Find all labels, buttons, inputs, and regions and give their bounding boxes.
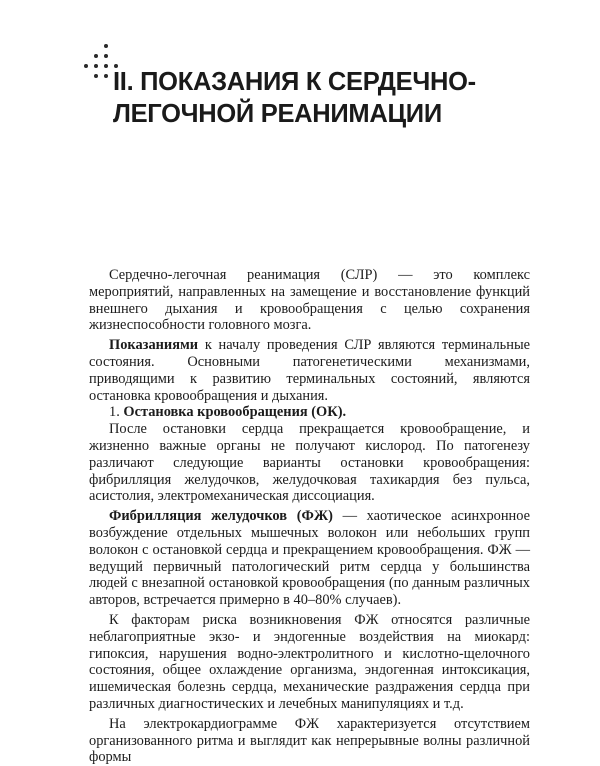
paragraph-indications-text: к началу проведения СЛР являются терминальные состояния. Основными патогенетическими механизмами, приводящими к развитию терминальных состояний, являются остановка кровообращения и дыхания.: [89, 337, 530, 404]
term-indications: Показаниями: [109, 337, 199, 354]
paragraph-definition: Сердечно-легочная реанимация (СЛР) — это комплекс мероприятий, направленных на замещение и восстановление функций внешнего дыхания и кровообращения с целью сохранения жизнеспособности головного мозга.: [89, 267, 530, 334]
paragraph-indications: [89, 337, 530, 404]
section-number: 1.: [109, 404, 124, 421]
paragraph-vf-definition: [89, 508, 530, 609]
term-ventricular-fibrillation: Фибрилляция желудочков (ФЖ): [109, 508, 333, 525]
paragraph-ecg: На электрокардиограмме ФЖ характеризуется отсутствием организованного ритма и выглядит как непрерывные волны различной формы: [89, 715, 530, 766]
body-text: [89, 267, 530, 766]
paragraph-risk-factors: К факторам риска возникновения ФЖ относятся различные неблагоприятные экзо- и эндогенные воздействия на миокард: гипоксия, нарушения водно-электролитного и кислотно-щелочного состояния, общее охлаждение организма, эндогенная интоксикация, ишемическая болезнь сердца, механические раздражения сердца при различных диагностических и лечебных манипуляциях и т.д.: [89, 611, 530, 712]
chapter-title-line-2: ЛЕГОЧНОЙ РЕАНИМАЦИИ: [113, 100, 442, 128]
section-heading-circulatory-arrest: [89, 404, 530, 421]
chapter-title-line-1: II. ПОКАЗАНИЯ К СЕРДЕЧНО-: [113, 68, 476, 96]
paragraph-vf-text: — хаотическое асинхронное возбуждение отдельных мышечных волокон или небольших групп волокон с остановкой сердца и прекращением кровообращения. ФЖ — ведущий первичный патологический ритм сердца у большинства людей с внезапной остановкой кровообращения (по данным различных авторов, встречается примерно в 40–80% случаев).: [89, 508, 531, 609]
section-heading-text: Остановка кровообращения (ОК).: [123, 404, 347, 421]
chapter-title: [113, 66, 476, 130]
paragraph-arrest-variants: После остановки сердца прекращается кровообращение, и жизненно важные органы не получают кислород. По патогенезу различают следующие варианты остановки кровообращения: фибрилляция желудочков, желудочковая тахикардия без пульса, асистолия, электромеханическая диссоциация.: [89, 421, 530, 505]
